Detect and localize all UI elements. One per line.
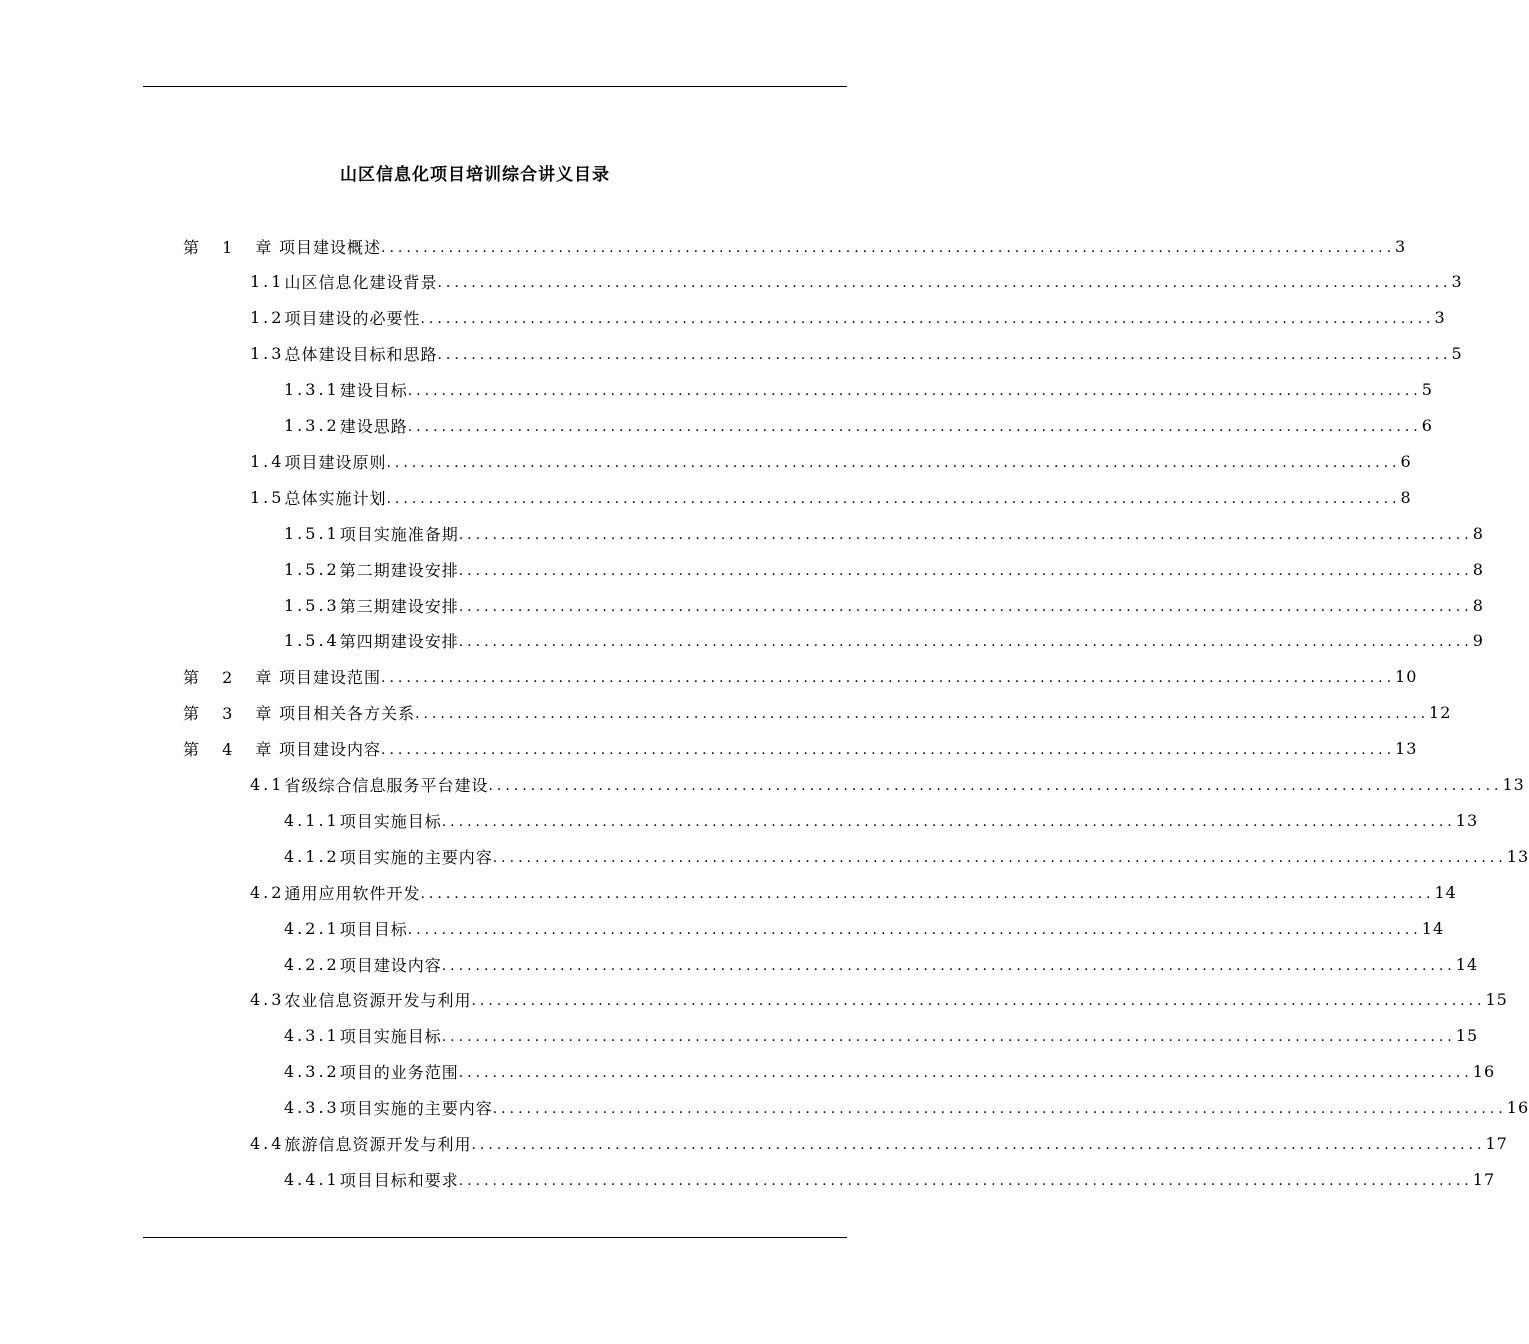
toc-entry[interactable] [284,1054,1496,1090]
toc-entry-page: 14 [1434,882,1457,902]
toc-entry-label: 项目实施目标 [339,811,442,831]
toc-entry-page: 16 [1506,1098,1529,1118]
toc-entry[interactable] [284,372,1433,408]
toc-entry-number: 1.5.1 [284,523,340,543]
toc-entry-label: 项目目标和要求 [339,1170,459,1190]
toc-dot-leader: ........................................................................................................................ [420,311,1435,328]
toc-entry[interactable] [284,802,1479,838]
toc-entry-number: 4.3.1 [284,1026,340,1046]
toc-entry-number: 4.2.1 [284,918,340,938]
toc-dot-leader: ........................................................................................................................ [492,1101,1507,1118]
toc-dot-leader: ........................................................................................................................ [458,526,1473,543]
toc-entry[interactable] [250,479,1412,515]
toc-entry-number: 4.4 [250,1134,285,1153]
toc-dot-leader: ........................................................................................................................ [386,490,1401,507]
toc-entry[interactable] [284,587,1484,623]
toc-entry-page: 6 [1421,416,1433,435]
toc-entry-number: 第 1 章 [183,237,281,257]
toc-entry-page: 5 [1451,344,1463,364]
toc-entry-page: 17 [1472,1169,1496,1189]
toc-dot-leader: ........................................................................................................................ [458,598,1473,615]
toc-entry-page: 9 [1472,631,1484,651]
toc-entry-label: 总体建设目标和思路 [284,345,438,365]
toc-entry[interactable] [183,228,1407,264]
toc-entry[interactable] [183,659,1418,695]
toc-entry-page: 6 [1400,451,1412,471]
toc-entry-page: 13 [1395,739,1418,759]
toc-entry-page: 14 [1421,918,1445,938]
toc-dot-leader: ........................................................................................................................ [441,957,1456,974]
toc-dot-leader: ........................................................................................................................ [492,849,1507,866]
toc-entry-page: 10 [1395,667,1418,687]
toc-entry-label: 省级综合信息服务平台建设 [284,776,489,795]
toc-entry-label: 山区信息化建设背景 [284,273,438,293]
toc-entry[interactable] [250,1126,1508,1162]
toc-entry[interactable] [284,1018,1479,1054]
toc-dot-leader: ........................................................................................................................ [381,670,1396,687]
toc-entry[interactable] [250,767,1525,803]
toc-entry-page: 8 [1400,487,1412,507]
toc-dot-leader: ........................................................................................................................ [407,383,1422,400]
toc-dot-leader: ........................................................................................................................ [437,347,1452,364]
toc-entry[interactable] [284,515,1484,551]
toc-entry-page: 8 [1472,523,1484,543]
toc-entry[interactable] [284,910,1445,946]
toc-entry[interactable] [284,1161,1496,1197]
toc-entry-page: 17 [1485,1134,1508,1153]
toc-entry-page: 12 [1429,703,1452,723]
toc-entry-number: 第 3 章 [183,704,281,724]
toc-dot-leader: ........................................................................................................................ [441,813,1456,830]
toc-entry-page: 3 [1434,308,1446,328]
toc-entry-label: 项目实施准备期 [339,524,459,544]
toc-entry-label: 农业信息资源开发与利用 [284,991,472,1011]
toc-dot-leader: ........................................................................................................................ [458,562,1473,579]
toc-entry-label: 项目相关各方关系 [279,704,416,724]
toc-entry-number: 1.5.2 [284,559,340,579]
toc-entry[interactable] [183,695,1452,731]
toc-entry-label: 项目建设范围 [279,668,382,688]
toc-entry-label: 旅游信息资源开发与利用 [284,1135,472,1154]
toc-dot-leader: ........................................................................................................................ [381,742,1396,759]
toc-entry[interactable] [250,443,1412,479]
toc-entry-label: 项目建设概述 [279,237,382,257]
toc-entry-page: 13 [1506,846,1529,866]
toc-entry-label: 第三期建设安排 [339,596,459,616]
toc-entry-number: 1.1 [250,272,285,292]
toc-entry-number: 4.2.2 [284,954,340,974]
toc-entry-number: 4.1 [250,775,285,794]
toc-entry-label: 第四期建设安排 [339,632,459,652]
toc-dot-leader: ........................................................................................................................ [458,1172,1473,1189]
toc-entry-page: 13 [1502,775,1525,794]
toc-entry-label: 总体实施计划 [284,488,387,508]
toc-dot-leader: ........................................................................................................................ [458,1065,1473,1082]
toc-entry-number: 1.3.2 [284,416,340,435]
toc-entry-label: 第二期建设安排 [339,560,459,580]
toc-entry-label: 建设目标 [339,381,408,401]
document-title: 山区信息化项目培训综合讲义目录 [340,165,610,185]
toc-entry-page: 13 [1455,810,1479,830]
toc-entry-label: 项目建设原则 [284,452,387,472]
toc-entry[interactable] [284,1090,1529,1126]
toc-entry-label: 项目建设的必要性 [284,309,421,329]
toc-dot-leader: ........................................................................................................................ [407,419,1422,435]
toc-dot-leader: ........................................................................................................................ [471,993,1486,1010]
toc-entry[interactable] [284,623,1484,659]
toc-dot-leader: ........................................................................................................................ [415,706,1430,723]
toc-entry[interactable] [183,731,1418,767]
toc-entry-number: 4.3.3 [284,1098,340,1118]
header-rule [143,86,847,87]
toc-entry-label: 通用应用软件开发 [284,883,421,903]
toc-entry[interactable] [284,408,1433,444]
toc-dot-leader: ........................................................................................................................ [386,454,1401,471]
toc-entry-page: 8 [1472,559,1484,579]
toc-entry-number: 第 2 章 [183,668,281,688]
toc-entry-page: 14 [1455,954,1479,974]
footer-rule [143,1237,847,1238]
toc-entry-page: 5 [1421,380,1433,400]
toc-entry-number: 1.3 [250,344,285,364]
toc-entry-number: 4.1.1 [284,810,340,830]
toc-entry-number: 1.4 [250,451,285,471]
toc-dot-leader: ........................................................................................................................ [407,921,1422,938]
toc-dot-leader: ........................................................................................................................ [488,778,1503,794]
toc-dot-leader: ........................................................................................................................ [441,1029,1456,1046]
toc-entry-number: 第 4 章 [183,740,281,760]
toc-entry[interactable] [250,300,1446,336]
toc-entry-page: 16 [1472,1062,1496,1082]
toc-dot-leader: ........................................................................................................................ [458,634,1473,651]
toc-entry-page: 15 [1485,990,1508,1010]
toc-entry-number: 1.5.4 [284,631,340,651]
toc-entry-label: 项目实施的主要内容 [339,847,493,867]
toc-entry[interactable] [284,838,1529,874]
toc-entry-page: 15 [1455,1026,1479,1046]
toc-entry-label: 项目的业务范围 [339,1063,459,1083]
toc-entry-label: 项目实施目标 [339,1027,442,1047]
toc-dot-leader: ........................................................................................................................ [437,275,1452,292]
toc-entry-page: 3 [1395,236,1407,256]
toc-entry-page: 8 [1472,595,1484,615]
toc-entry-number: 4.3.2 [284,1062,340,1082]
toc-entry-label: 建设思路 [339,417,408,436]
toc-entry-page: 3 [1451,272,1463,292]
toc-entry[interactable] [284,946,1479,982]
toc-dot-leader: ........................................................................................................................ [420,885,1435,902]
toc-entry-number: 1.2 [250,308,285,328]
toc-entry-label: 项目实施的主要内容 [339,1099,493,1119]
toc-entry-label: 项目建设内容 [279,740,382,760]
toc-dot-leader: ........................................................................................................................ [381,239,1396,256]
toc-entry-number: 4.2 [250,882,285,902]
toc-entry-label: 项目目标 [339,919,408,939]
toc-entry-number: 4.3 [250,990,285,1010]
toc-dot-leader: ........................................................................................................................ [471,1137,1486,1153]
toc-entry-number: 4.1.2 [284,846,340,866]
toc-entry[interactable] [284,551,1484,587]
toc-entry-label: 项目建设内容 [339,955,442,975]
toc-entry-number: 1.3.1 [284,380,340,400]
toc-entry[interactable] [250,264,1463,300]
toc-entry[interactable] [250,874,1457,910]
toc-entry-number: 1.5 [250,487,285,507]
toc-entry-number: 1.5.3 [284,595,340,615]
toc-entry[interactable] [250,982,1508,1018]
toc-entry-number: 4.4.1 [284,1169,340,1189]
toc-entry[interactable] [250,336,1463,372]
